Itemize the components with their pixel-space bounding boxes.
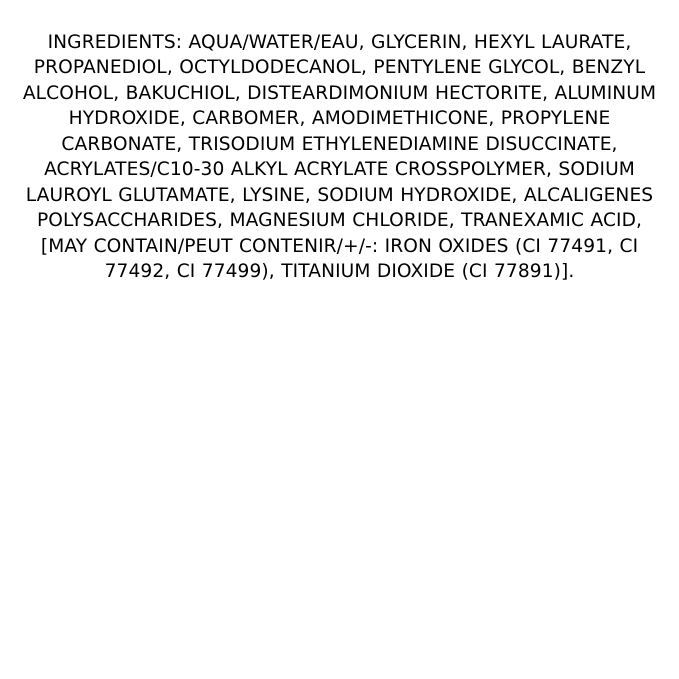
ingredients-list-text: INGREDIENTS: AQUA/WATER/EAU, GLYCERIN, HEXYL LAURATE, PROPANEDIOL, OCTYLDODECANOL, PENTYLENE GLYCOL, BENZYL ALCOHOL, BAKUCHIOL, DISTEARDIMONIUM HECTORITE, ALUMINUM HYDROXIDE, CARBOMER, AMODIMETHICONE, PROPYLENE CARBONATE, TRISODIUM ETHYLENEDIAMINE DISUCCINATE, ACRYLATES/C10-30 ALKYL ACRYLATE CROSSPOLYMER, SODIUM LAUROYL GLUTAMATE, LYSINE, SODIUM HYDROXIDE, ALCALIGENES POLYSACCHARIDES, MAGNESIUM CHLORIDE, TRANEXAMIC ACID, [MAY CONTAIN/PEUT CONTENIR/+/-: IRON OXIDES (CI 77491, CI 77492, CI 77499), TITANIUM DIOXIDE (CI 77891)]. bbox=[22, 32, 657, 283]
